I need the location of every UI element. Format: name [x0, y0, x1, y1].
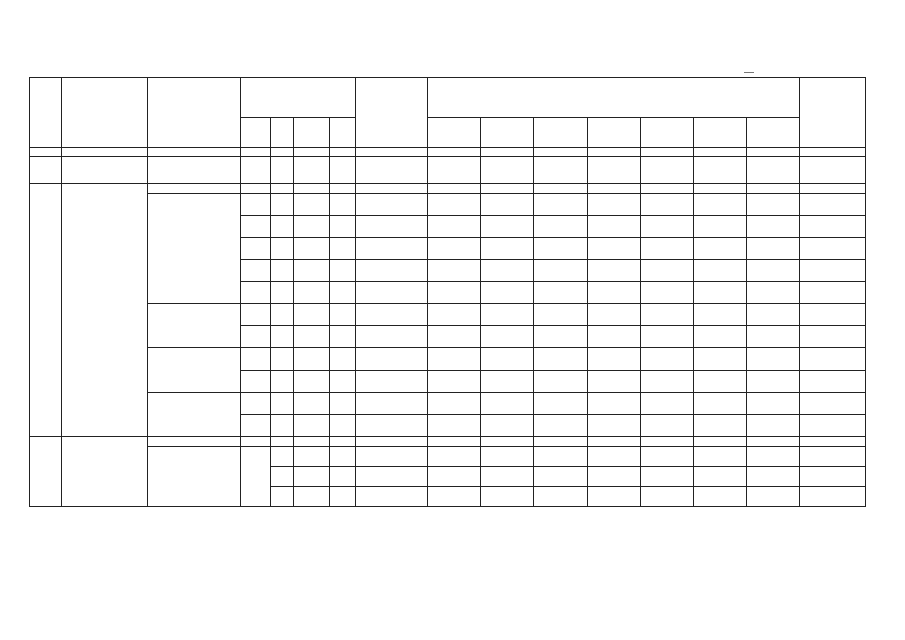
- table-cell: [800, 216, 866, 238]
- table-cell: [294, 393, 329, 415]
- table-cell: [356, 415, 428, 437]
- table-cell: [746, 393, 799, 415]
- table-cell: [693, 348, 746, 371]
- table-cell: [481, 348, 534, 371]
- table-cell: [271, 238, 294, 260]
- column-number: [640, 148, 693, 157]
- name-cell: [61, 437, 147, 507]
- table-cell: [640, 157, 693, 184]
- table-cell: [746, 216, 799, 238]
- table-cell: [241, 393, 271, 415]
- column-number-row: [30, 148, 866, 157]
- table-cell: [693, 184, 746, 194]
- table-cell: [534, 467, 587, 487]
- table-cell: [241, 282, 271, 304]
- table-cell: [428, 238, 481, 260]
- executor-cell: [147, 447, 240, 507]
- table-cell: [294, 371, 329, 393]
- table-cell: [800, 326, 866, 348]
- table-cell: [746, 238, 799, 260]
- table-cell: [534, 415, 587, 437]
- table-cell: [587, 157, 640, 184]
- executor-cell: [147, 437, 240, 447]
- table-cell: [428, 447, 481, 467]
- table-cell: [800, 348, 866, 371]
- table-cell: [640, 304, 693, 326]
- scan-mark: [744, 72, 754, 73]
- table-cell: [746, 487, 799, 507]
- table-cell: [693, 467, 746, 487]
- table-cell: [329, 260, 356, 282]
- table-row: [30, 304, 866, 326]
- table-cell: [356, 216, 428, 238]
- table-cell: [481, 238, 534, 260]
- table-cell: [534, 487, 587, 507]
- table-cell: [640, 326, 693, 348]
- table-cell: [800, 157, 866, 184]
- table-cell: [271, 487, 294, 507]
- table-cell: [534, 393, 587, 415]
- table-cell: [241, 326, 271, 348]
- column-number: [534, 148, 587, 157]
- table-cell: [271, 371, 294, 393]
- table-cell: [294, 467, 329, 487]
- table-cell: [329, 467, 356, 487]
- table-cell: [534, 326, 587, 348]
- table-cell: [329, 304, 356, 326]
- table-cell: [693, 260, 746, 282]
- column-number: [61, 148, 147, 157]
- table-cell: [534, 371, 587, 393]
- table-cell: [271, 304, 294, 326]
- table-cell: [534, 194, 587, 216]
- column-number: [587, 148, 640, 157]
- table-cell: [587, 467, 640, 487]
- table-cell: [800, 184, 866, 194]
- header-year: [640, 118, 693, 148]
- table-cell: [241, 157, 271, 184]
- table-cell: [746, 157, 799, 184]
- header-year: [693, 118, 746, 148]
- table-cell: [356, 194, 428, 216]
- table-cell: [241, 437, 271, 447]
- table-cell: [356, 447, 428, 467]
- table-cell: [294, 184, 329, 194]
- table-cell: [294, 194, 329, 216]
- table-cell: [356, 487, 428, 507]
- table-cell: [271, 393, 294, 415]
- table-cell: [587, 487, 640, 507]
- table-cell: [800, 437, 866, 447]
- table-cell: [640, 194, 693, 216]
- table-cell: [481, 216, 534, 238]
- table-cell: [329, 326, 356, 348]
- table-cell: [587, 194, 640, 216]
- table-cell: [587, 216, 640, 238]
- column-number: [481, 148, 534, 157]
- table-cell: [271, 260, 294, 282]
- table-cell: [329, 157, 356, 184]
- table-cell: [294, 238, 329, 260]
- table-cell: [693, 304, 746, 326]
- table-cell: [481, 447, 534, 467]
- table-cell: [241, 260, 271, 282]
- table-cell: [329, 216, 356, 238]
- table-cell: [271, 447, 294, 467]
- table-cell: [481, 371, 534, 393]
- table-cell: [587, 437, 640, 447]
- column-number: [30, 148, 62, 157]
- table-row: [30, 437, 866, 447]
- table-cell: [587, 260, 640, 282]
- table-cell: [271, 216, 294, 238]
- table-cell: [746, 415, 799, 437]
- table-cell: [241, 304, 271, 326]
- header-name: [61, 78, 147, 148]
- table-cell: [356, 467, 428, 487]
- table-cell: [587, 304, 640, 326]
- executor-cell: [147, 194, 240, 304]
- header-status: [30, 78, 62, 148]
- table-cell: [271, 282, 294, 304]
- executor-cell: [147, 304, 240, 348]
- table-cell: [640, 393, 693, 415]
- table-cell: [356, 371, 428, 393]
- table-cell: [481, 260, 534, 282]
- table-cell: [428, 487, 481, 507]
- header-year: [534, 118, 587, 148]
- executor-cell: [147, 393, 240, 437]
- table-cell: [481, 184, 534, 194]
- table-cell: [587, 184, 640, 194]
- table-cell: [329, 415, 356, 437]
- table-row: [30, 194, 866, 216]
- header-grbs: [241, 118, 271, 148]
- table-cell: [241, 447, 271, 507]
- table-cell: [428, 415, 481, 437]
- table-cell: [587, 238, 640, 260]
- table-cell: [534, 238, 587, 260]
- table-cell: [481, 487, 534, 507]
- table-cell: [356, 393, 428, 415]
- table-cell: [800, 467, 866, 487]
- table-cell: [640, 184, 693, 194]
- table-cell: [241, 184, 271, 194]
- table-cell: [746, 326, 799, 348]
- table-cell: [640, 282, 693, 304]
- table-cell: [241, 216, 271, 238]
- table-cell: [356, 184, 428, 194]
- table-cell: [481, 467, 534, 487]
- table-cell: [693, 216, 746, 238]
- table-cell: [640, 216, 693, 238]
- table-cell: [428, 348, 481, 371]
- table-cell: [271, 157, 294, 184]
- table-cell: [428, 467, 481, 487]
- column-number: [356, 148, 428, 157]
- table-cell: [329, 447, 356, 467]
- table-cell: [746, 304, 799, 326]
- table-cell: [329, 487, 356, 507]
- column-number: [147, 148, 240, 157]
- table-cell: [428, 304, 481, 326]
- table-cell: [534, 304, 587, 326]
- column-number: [693, 148, 746, 157]
- table-cell: [534, 157, 587, 184]
- table-cell: [356, 348, 428, 371]
- table-cell: [800, 282, 866, 304]
- table-cell: [640, 348, 693, 371]
- table-cell: [329, 238, 356, 260]
- table-cell: [693, 437, 746, 447]
- table-cell: [587, 415, 640, 437]
- table-row: [30, 447, 866, 467]
- column-number: [329, 148, 356, 157]
- table-cell: [329, 437, 356, 447]
- header-vr: [329, 118, 356, 148]
- table-cell: [271, 194, 294, 216]
- header-year: [746, 118, 799, 148]
- table-cell: [329, 184, 356, 194]
- table-cell: [640, 437, 693, 447]
- table-cell: [693, 447, 746, 467]
- table-cell: [356, 326, 428, 348]
- status-cell: [30, 437, 62, 507]
- header-csr: [294, 118, 329, 148]
- header-budget-code: [241, 78, 356, 118]
- table-cell: [534, 260, 587, 282]
- table-cell: [534, 216, 587, 238]
- table-cell: [241, 238, 271, 260]
- table-cell: [294, 326, 329, 348]
- table-cell: [481, 393, 534, 415]
- header-expenses: [428, 78, 800, 118]
- table-cell: [800, 371, 866, 393]
- table-cell: [329, 371, 356, 393]
- table-cell: [800, 194, 866, 216]
- table-cell: [640, 260, 693, 282]
- table-cell: [428, 260, 481, 282]
- table-cell: [294, 487, 329, 507]
- table-cell: [271, 184, 294, 194]
- table-cell: [271, 467, 294, 487]
- table-cell: [329, 348, 356, 371]
- table-cell: [294, 260, 329, 282]
- table-cell: [746, 260, 799, 282]
- table-cell: [481, 304, 534, 326]
- table-cell: [800, 415, 866, 437]
- executor-cell: [147, 348, 240, 393]
- table-cell: [329, 393, 356, 415]
- table-cell: [534, 184, 587, 194]
- table-cell: [800, 238, 866, 260]
- table-cell: [800, 393, 866, 415]
- table-cell: [356, 282, 428, 304]
- column-number: [271, 148, 294, 157]
- table-cell: [271, 348, 294, 371]
- table-cell: [800, 487, 866, 507]
- table-cell: [481, 282, 534, 304]
- table-cell: [241, 371, 271, 393]
- table-cell: [481, 157, 534, 184]
- table-cell: [294, 437, 329, 447]
- table-cell: [693, 487, 746, 507]
- table-cell: [294, 447, 329, 467]
- table-cell: [241, 415, 271, 437]
- table-cell: [481, 326, 534, 348]
- table-cell: [746, 194, 799, 216]
- table-cell: [294, 157, 329, 184]
- table-cell: [428, 184, 481, 194]
- table-cell: [481, 437, 534, 447]
- table-cell: [294, 304, 329, 326]
- table-cell: [800, 447, 866, 467]
- table-cell: [693, 415, 746, 437]
- table-row: [30, 184, 866, 194]
- table-row: [30, 348, 866, 371]
- table-cell: [640, 238, 693, 260]
- table-cell: [481, 415, 534, 437]
- table-cell: [241, 348, 271, 371]
- table-cell: [356, 260, 428, 282]
- table-cell: [428, 157, 481, 184]
- column-number: [428, 148, 481, 157]
- table-cell: [640, 447, 693, 467]
- table-cell: [640, 487, 693, 507]
- table-cell: [356, 437, 428, 447]
- table-cell: [800, 304, 866, 326]
- table-cell: [693, 194, 746, 216]
- table-cell: [587, 393, 640, 415]
- table-cell: [693, 371, 746, 393]
- table-cell: [356, 238, 428, 260]
- table-cell: [481, 194, 534, 216]
- table-cell: [294, 415, 329, 437]
- table-cell: [587, 371, 640, 393]
- table-cell: [746, 371, 799, 393]
- table-cell: [587, 326, 640, 348]
- table-row: [30, 393, 866, 415]
- column-number: [800, 148, 866, 157]
- table-cell: [271, 437, 294, 447]
- executor-cell: [147, 184, 240, 194]
- table-cell: [746, 467, 799, 487]
- table-cell: [746, 447, 799, 467]
- table-cell: [356, 304, 428, 326]
- header-year: [428, 118, 481, 148]
- table-cell: [800, 260, 866, 282]
- column-number: [746, 148, 799, 157]
- table-cell: [428, 282, 481, 304]
- table-cell: [640, 371, 693, 393]
- table-cell: [746, 437, 799, 447]
- table-cell: [746, 282, 799, 304]
- executor-cell: [147, 157, 240, 184]
- table-cell: [587, 282, 640, 304]
- table-cell: [329, 194, 356, 216]
- table-cell: [640, 467, 693, 487]
- table-row: [30, 157, 866, 184]
- table-cell: [271, 415, 294, 437]
- table-cell: [428, 326, 481, 348]
- header-year: [481, 118, 534, 148]
- table-cell: [271, 326, 294, 348]
- table-cell: [640, 415, 693, 437]
- table-cell: [534, 447, 587, 467]
- table-cell: [693, 393, 746, 415]
- table-cell: [693, 238, 746, 260]
- table-cell: [534, 282, 587, 304]
- name-cell: [61, 184, 147, 437]
- table-cell: [587, 447, 640, 467]
- table-cell: [329, 282, 356, 304]
- header-year: [587, 118, 640, 148]
- column-number: [241, 148, 271, 157]
- column-number: [294, 148, 329, 157]
- table-cell: [746, 184, 799, 194]
- table-cell: [294, 216, 329, 238]
- status-cell: [30, 184, 62, 437]
- table-cell: [587, 348, 640, 371]
- table-cell: [241, 194, 271, 216]
- header-total-stage: [800, 78, 866, 148]
- table-cell: [428, 216, 481, 238]
- header-rzpr: [271, 118, 294, 148]
- table-cell: [428, 371, 481, 393]
- table-cell: [428, 437, 481, 447]
- table-cell: [746, 348, 799, 371]
- table-cell: [693, 157, 746, 184]
- header-executor: [147, 78, 240, 148]
- budget-table: [29, 77, 866, 507]
- table-cell: [294, 282, 329, 304]
- table-cell: [693, 282, 746, 304]
- table-cell: [356, 157, 428, 184]
- header-total-volume: [356, 78, 428, 148]
- table-cell: [534, 348, 587, 371]
- table-cell: [428, 393, 481, 415]
- table-cell: [428, 194, 481, 216]
- table-cell: [534, 437, 587, 447]
- table-cell: [294, 348, 329, 371]
- table-cell: [693, 326, 746, 348]
